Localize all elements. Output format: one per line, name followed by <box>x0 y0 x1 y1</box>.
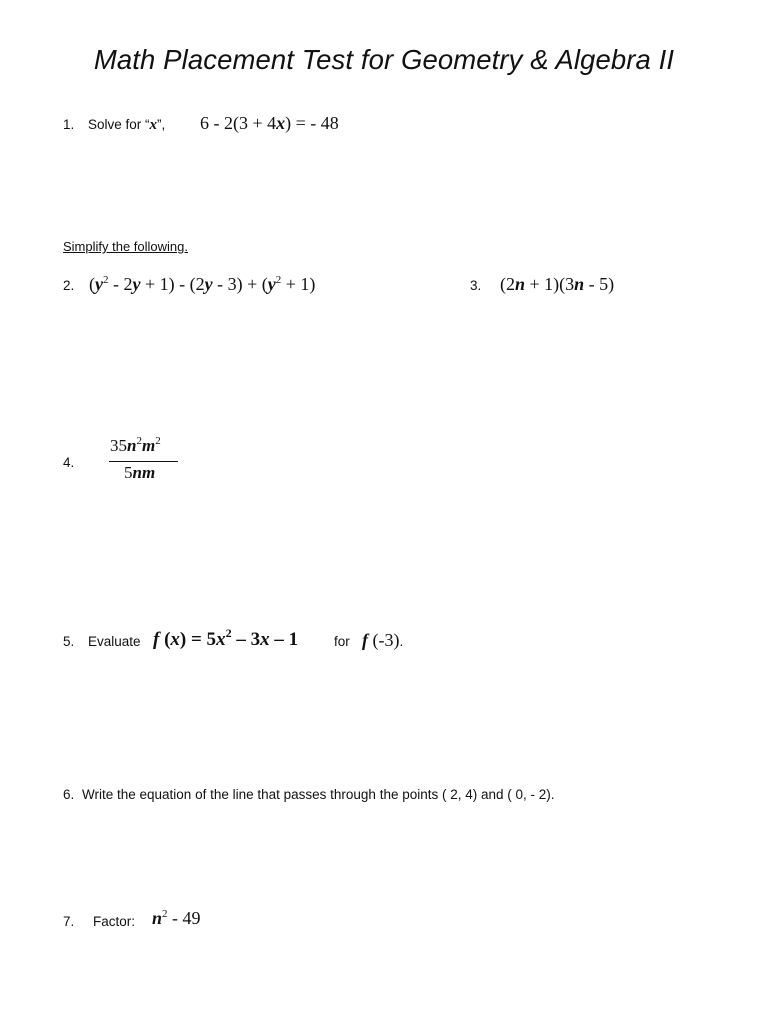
question-5-function <box>153 626 299 651</box>
function-variable: x <box>216 629 226 650</box>
function-part: – 1 <box>269 629 299 650</box>
expr-part: ( <box>89 274 95 294</box>
question-1-prompt <box>88 117 165 134</box>
question-1-number: 1. <box>63 117 75 132</box>
expr-exponent: 2 <box>275 274 282 286</box>
question-5-label: Evaluate <box>88 634 141 649</box>
section-label-simplify: Simplify the following. <box>63 239 188 254</box>
expr-part: - 3) + ( <box>212 274 268 294</box>
question-4-denominator <box>124 463 155 483</box>
question-1-equation-part: ) = - 48 <box>285 113 339 133</box>
expr-variable: n <box>515 274 526 294</box>
expr-exponent: 2 <box>162 908 168 920</box>
function-part: – 3 <box>231 629 261 650</box>
question-5-for-label: for <box>334 634 350 649</box>
question-2-expression <box>89 274 315 295</box>
expr-exponent: 2 <box>103 274 109 286</box>
function-variable: x <box>260 629 270 650</box>
expr-variable: y <box>95 274 103 294</box>
function-part: ) = 5 <box>179 629 217 650</box>
expr-variable: y <box>204 274 213 294</box>
fraction-bar <box>109 461 178 462</box>
numerator-variable: m <box>141 436 156 455</box>
question-7-number: 7. <box>63 914 75 929</box>
question-1-prompt-variable: x <box>149 117 158 133</box>
question-7-label: Factor: <box>93 914 136 929</box>
function-part: ( <box>159 629 171 650</box>
function-variable: x <box>170 629 180 650</box>
expr-part: + 1)(3 <box>525 274 575 294</box>
question-5-period: . <box>399 634 404 649</box>
expr-part: (2 <box>500 274 515 294</box>
question-7-expression <box>152 908 201 929</box>
function-exponent: 2 <box>225 626 232 640</box>
question-3-expression <box>500 274 614 295</box>
expr-variable: n <box>152 908 163 928</box>
question-2-number: 2. <box>63 278 75 293</box>
expr-variable: y <box>267 274 276 294</box>
expr-variable: n <box>574 274 585 294</box>
expr-part: + 1) - (2 <box>140 274 205 294</box>
question-1-equation-part: 6 - 2(3 + 4 <box>200 113 277 133</box>
expr-part: - 2 <box>108 274 133 294</box>
expr-part: - 5) <box>584 274 615 294</box>
point-function-name: f <box>362 630 368 650</box>
question-4-numerator <box>110 436 161 456</box>
point-argument: (-3) <box>368 630 400 650</box>
numerator-exponent: 2 <box>155 435 161 447</box>
function-name: f <box>153 629 160 650</box>
denominator-variable: n <box>132 463 142 482</box>
question-1-prompt-suffix: ”, <box>157 117 166 132</box>
numerator-variable: n <box>127 436 137 455</box>
question-4-number: 4. <box>63 455 75 470</box>
question-5-point <box>362 630 403 651</box>
numerator-exponent: 2 <box>136 435 142 447</box>
denominator-variable: m <box>141 463 156 482</box>
denominator-coefficient: 5 <box>124 463 133 482</box>
question-3-number: 3. <box>470 278 482 293</box>
expr-variable: y <box>132 274 141 294</box>
expr-part: - 49 <box>167 908 201 928</box>
numerator-coefficient: 35 <box>110 436 127 455</box>
question-1-equation <box>200 113 339 134</box>
question-6-text: Write the equation of the line that passes through the points ( 2, 4) and ( 0, - 2). <box>82 787 555 802</box>
question-5-number: 5. <box>63 634 75 649</box>
question-6-number: 6. <box>63 787 75 802</box>
expr-part: + 1) <box>281 274 316 294</box>
question-1-equation-variable: x <box>276 113 286 133</box>
page-title: Math Placement Test for Geometry & Algebra II <box>93 44 675 75</box>
question-1-prompt-prefix: Solve for “ <box>88 117 150 132</box>
